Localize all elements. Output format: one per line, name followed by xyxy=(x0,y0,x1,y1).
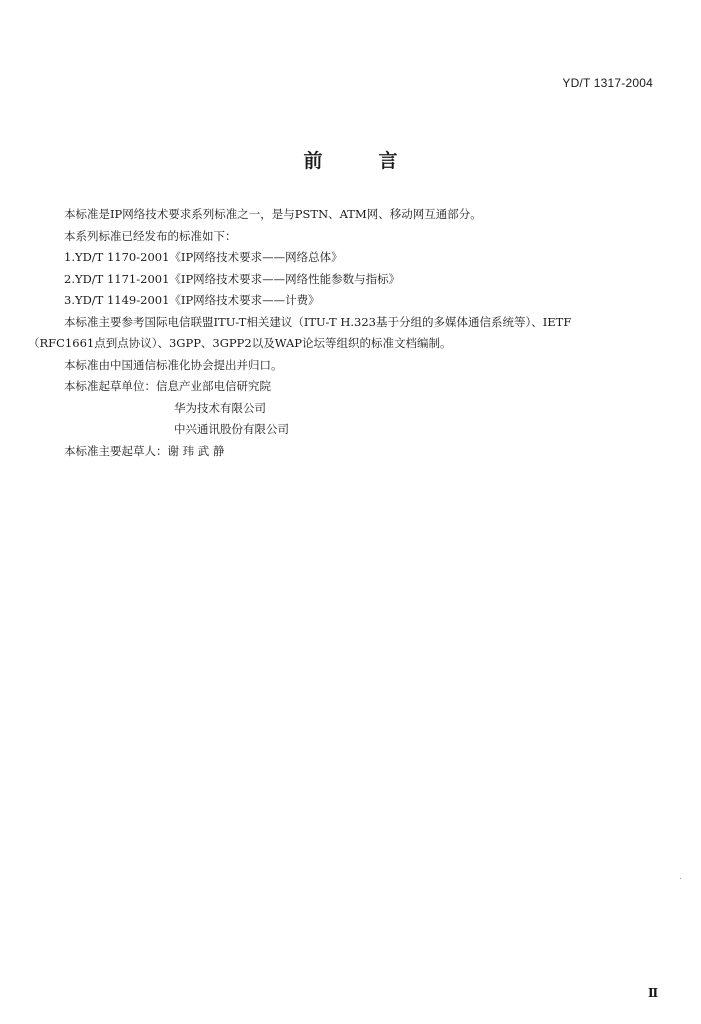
paragraph-references-continued: （RFC1661点到点协议）、3GPP、3GPP2以及WAP论坛等组织的标准文档编制。 xyxy=(28,336,452,350)
paragraph-drafters: 本标准主要起草人：谢 玮 武 静 xyxy=(64,443,225,458)
list-item: 1.YD/T 1170-2001《IP网络技术要求——网络总体》 xyxy=(64,250,343,264)
standard-number: YD/T 1317-2004 xyxy=(562,76,653,90)
list-item: 3.YD/T 1149-2001《IP网络技术要求——计费》 xyxy=(64,293,320,307)
paragraph-proposer: 本标准由中国通信标准化协会提出并归口。 xyxy=(64,357,283,372)
paragraph-drafting-units: 本标准起草单位：信息产业部电信研究院 xyxy=(64,379,271,393)
paragraph-series-intro: 本标准是IP网络技术要求系列标准之一，是与PSTN、ATM网、移动网互通部分。 xyxy=(64,207,482,221)
list-item: 2.YD/T 1171-2001《IP网络技术要求——网络性能参数与指标》 xyxy=(64,271,401,286)
drafting-unit-item: 华为技术有限公司 xyxy=(174,400,266,415)
scan-speck xyxy=(680,878,681,879)
paragraph-published-standards: 本系列标准已经发布的标准如下： xyxy=(64,228,237,243)
page-title: 前言 xyxy=(303,150,454,172)
page-number: Ⅱ xyxy=(648,986,659,1000)
paragraph-references: 本标准主要参考国际电信联盟ITU-T相关建议（ITU-T H.323基于分组的多媒体通信系统等）、IETF xyxy=(64,314,572,329)
document-body xyxy=(28,204,658,462)
drafting-unit-item: 中兴通讯股份有限公司 xyxy=(174,422,289,436)
